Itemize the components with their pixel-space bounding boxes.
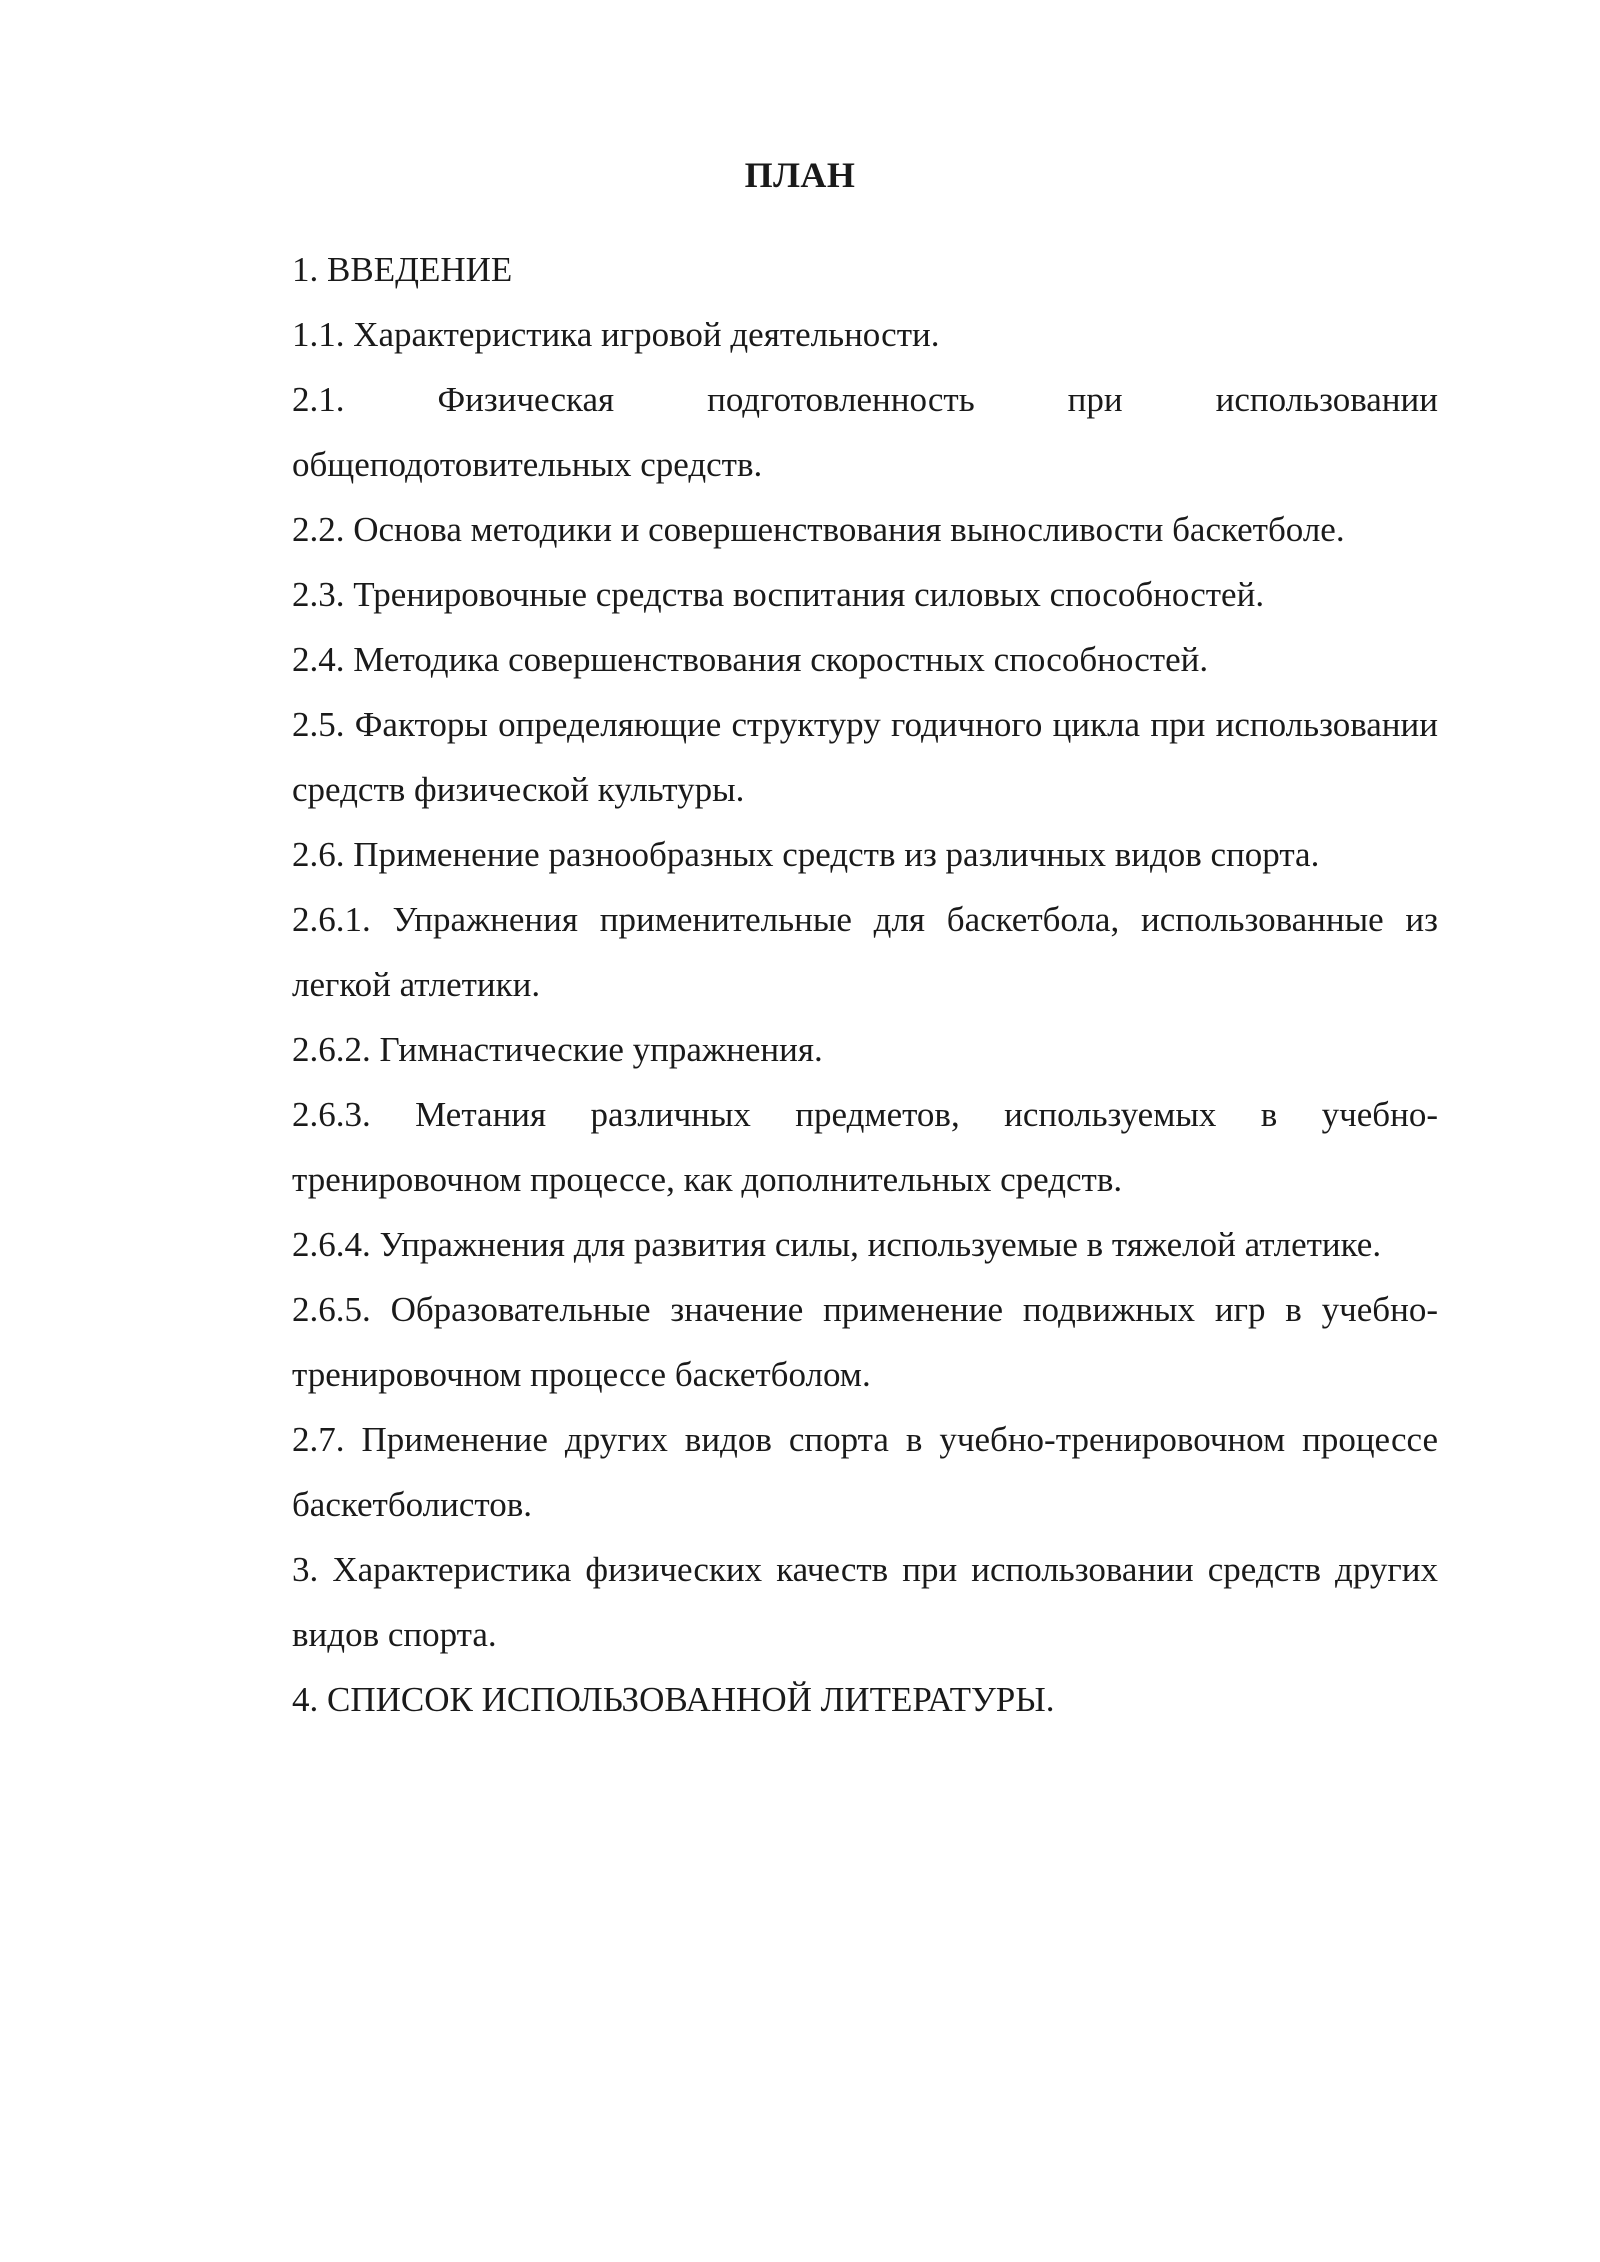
toc-item-1-1: 1.1. Характеристика игровой деятельности. <box>292 315 940 354</box>
toc-item-2-6: 2.6. Применение разнообразных средств из различных видов спорта. <box>292 835 1320 874</box>
toc-item-2-6-4: 2.6.4. Упражнения для развития силы, используемые в тяжелой атлетике. <box>292 1225 1382 1264</box>
toc-item-3: 3. Характеристика физических качеств при использовании средств других видов спорта. <box>292 1550 1438 1654</box>
table-of-contents <box>292 237 1438 1732</box>
toc-item-introduction: 1. ВВЕДЕНИЕ <box>292 250 513 289</box>
toc-item-2-6-2: 2.6.2. Гимнастические упражнения. <box>292 1030 823 1069</box>
toc-item-2-1: 2.1. Физическая подготовленность при использовании общеподотовительных средств. <box>292 380 1438 484</box>
toc-item-2-6-5: 2.6.5. Образовательные значение применение подвижных игр в учебно-тренировочном процессе баскетболом. <box>292 1290 1438 1394</box>
page-title: ПЛАН <box>744 155 856 195</box>
toc-item-2-2: 2.2. Основа методики и совершенствования выносливости баскетболе. <box>292 510 1345 549</box>
toc-item-2-4: 2.4. Методика совершенствования скоростных способностей. <box>292 640 1209 679</box>
toc-item-2-7: 2.7. Применение других видов спорта в учебно-тренировочном процессе баскетболистов. <box>292 1420 1438 1524</box>
toc-item-2-6-1: 2.6.1. Упражнения применительные для баскетбола, использованные из легкой атлетики. <box>292 900 1438 1004</box>
toc-item-2-6-3: 2.6.3. Метания различных предметов, используемых в учебно-тренировочном процессе, как дополнительных средств. <box>292 1095 1438 1199</box>
toc-item-2-3: 2.3. Тренировочные средства воспитания силовых способностей. <box>292 575 1265 614</box>
toc-item-2-5: 2.5. Факторы определяющие структуру годичного цикла при использовании средств физической культуры. <box>292 705 1438 809</box>
toc-item-4-bibliography: 4. СПИСОК ИСПОЛЬЗОВАННОЙ ЛИТЕРАТУРЫ. <box>292 1680 1055 1719</box>
